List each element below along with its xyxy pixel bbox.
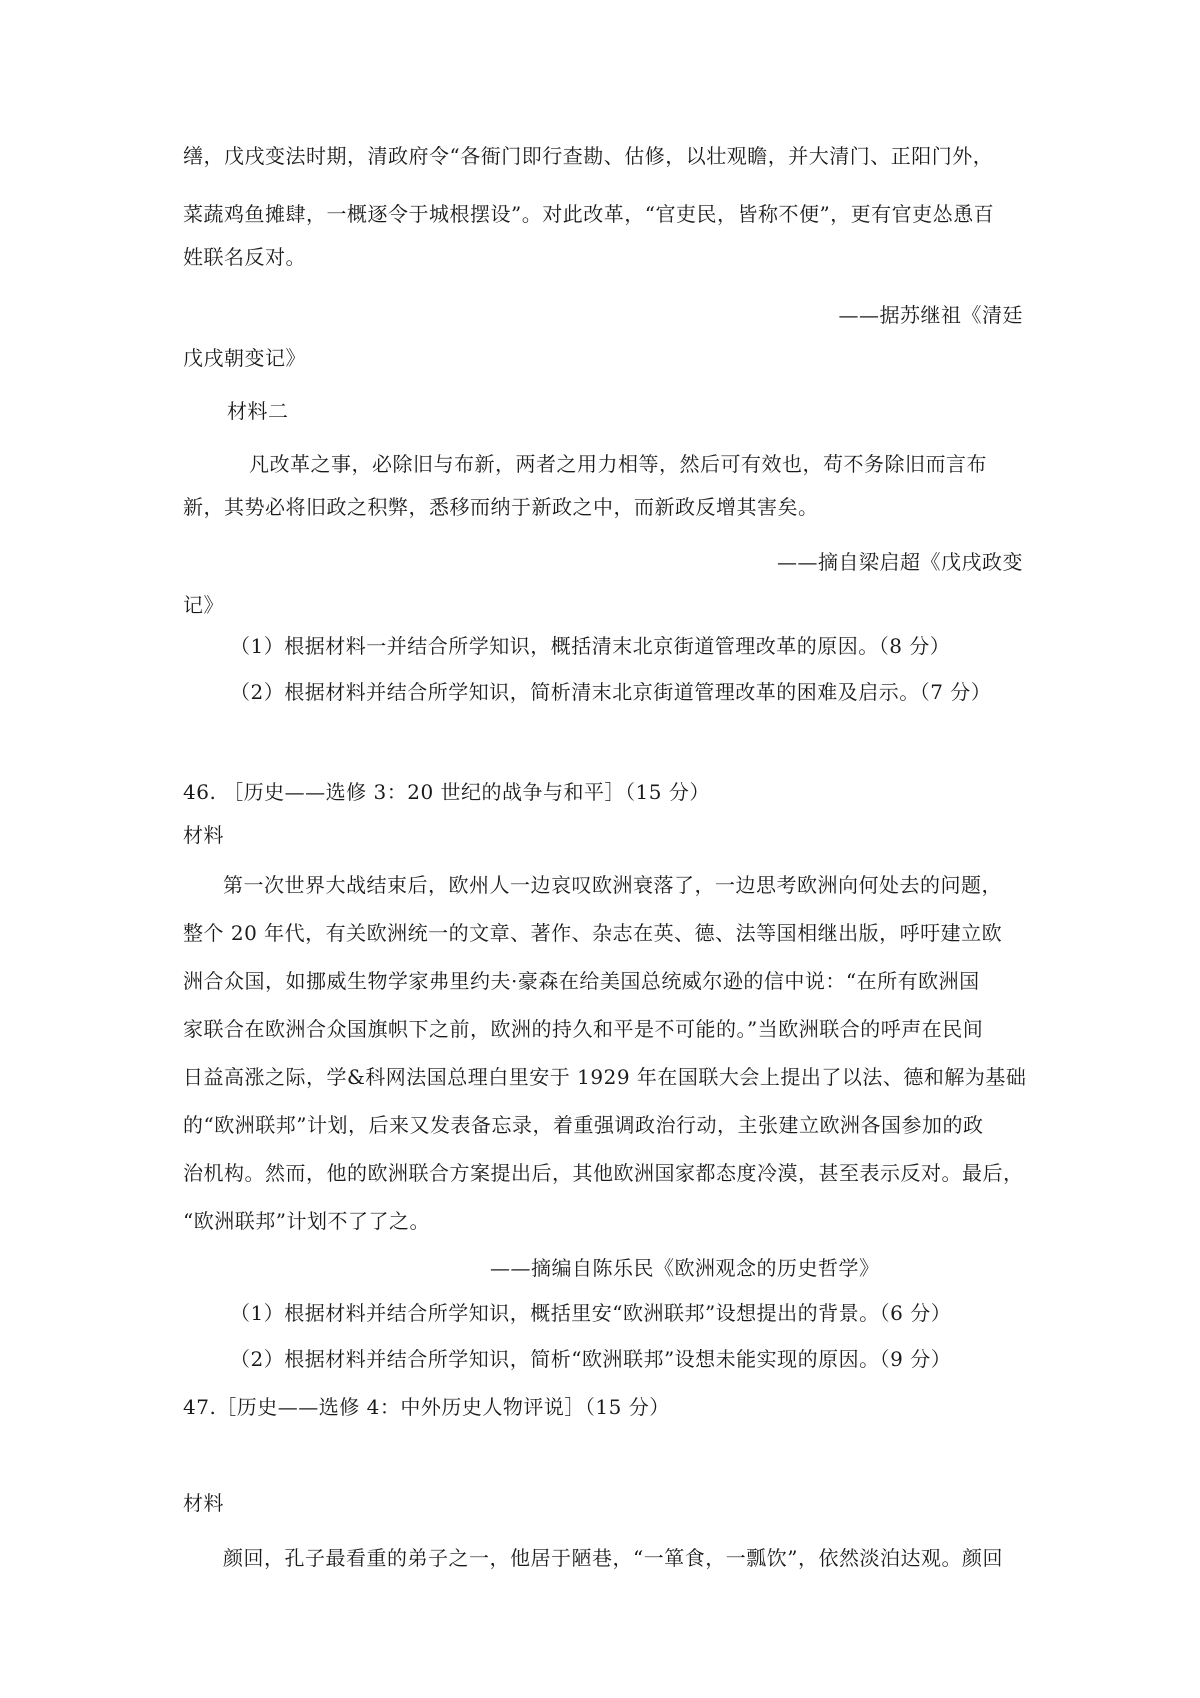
material2-source-cont: 记》 bbox=[183, 593, 224, 617]
material1-line-1: 缮，戊戌变法时期，清政府令“各衙门即行查勘、估修，以壮观瞻，并大清门、正阳门外， bbox=[183, 144, 994, 168]
q46-paragraph-line-3: 洲合众国，如挪威生物学家弗里约夫·豪森在给美国总统威尔逊的信中说：“在所有欧洲国 bbox=[183, 969, 980, 993]
material1-source: ——据苏继祖《清廷 bbox=[838, 303, 1023, 327]
material2-line-2: 新，其势必将旧政之积弊，悉移而纳于新政之中，而新政反增其害矣。 bbox=[183, 495, 819, 519]
q46-question-2: （2）根据材料并结合所学知识，简析“欧洲联邦”设想未能实现的原因。（9 分） bbox=[230, 1347, 952, 1371]
q46-paragraph-line-8: “欧洲联邦”计划不了了之。 bbox=[183, 1209, 430, 1233]
q46-material-label: 材料 bbox=[183, 823, 224, 847]
q46-paragraph-line-2: 整个 20 年代，有关欧洲统一的文章、著作、杂志在英、德、法等国相继出版，呼吁建立欧 bbox=[183, 921, 1003, 945]
q45-question-1: （1）根据材料一并结合所学知识，概括清末北京街道管理改革的原因。（8 分） bbox=[230, 634, 951, 658]
q46-question-1: （1）根据材料并结合所学知识，概括里安“欧洲联邦”设想提出的背景。（6 分） bbox=[230, 1301, 952, 1325]
q47-material-label: 材料 bbox=[183, 1491, 224, 1515]
q46-paragraph-line-4: 家联合在欧洲合众国旗帜下之前，欧洲的持久和平是不可能的。”当欧洲联合的呼声在民间 bbox=[183, 1017, 984, 1041]
material1-source-cont: 戊戌朝变记》 bbox=[183, 346, 306, 370]
q46-paragraph-line-5: 日益高涨之际，学&科网法国总理白里安于 1929 年在国联大会上提出了以法、德和解为基础 bbox=[183, 1065, 1027, 1089]
q46-source: ——摘编自陈乐民《欧洲观念的历史哲学》 bbox=[490, 1256, 880, 1280]
material2-source: ——摘自梁启超《戊戌政变 bbox=[777, 550, 1023, 574]
q46-paragraph-line-6: 的“欧洲联邦”计划，后来又发表备忘录，着重强调政治行动，主张建立欧洲各国参加的政 bbox=[183, 1113, 984, 1137]
q46-heading: 46. ［历史——选修 3：20 世纪的战争与和平］（15 分） bbox=[183, 780, 710, 804]
q46-paragraph-line-1: 第一次世界大战结束后，欧州人一边哀叹欧洲衰落了，一边思考欧洲向何处去的问题， bbox=[223, 873, 1002, 897]
material2-line-1: 凡改革之事，必除旧与布新，两者之用力相等，然后可有效也，苟不务除旧而言布 bbox=[249, 452, 987, 476]
material2-label: 材料二 bbox=[227, 399, 289, 423]
q46-paragraph-line-7: 治机构。然而，他的欧洲联合方案提出后，其他欧洲国家都态度冷漠，甚至表示反对。最后， bbox=[183, 1161, 1024, 1185]
q45-question-2: （2）根据材料并结合所学知识，简析清末北京街道管理改革的困难及启示。（7 分） bbox=[230, 680, 992, 704]
q47-paragraph-line-1: 颜回，孔子最看重的弟子之一，他居于陋巷，“一箪食，一瓢饮”，依然淡泊达观。颜回 bbox=[223, 1546, 1003, 1570]
material1-line-2: 菜蔬鸡鱼摊肆，一概逐令于城根摆设”。对此改革，“官吏民，皆称不便”，更有官吏怂恿百 bbox=[183, 202, 995, 226]
material1-line-3: 姓联名反对。 bbox=[183, 245, 306, 269]
q47-heading: 47.［历史——选修 4：中外历史人物评说］（15 分） bbox=[183, 1395, 670, 1419]
